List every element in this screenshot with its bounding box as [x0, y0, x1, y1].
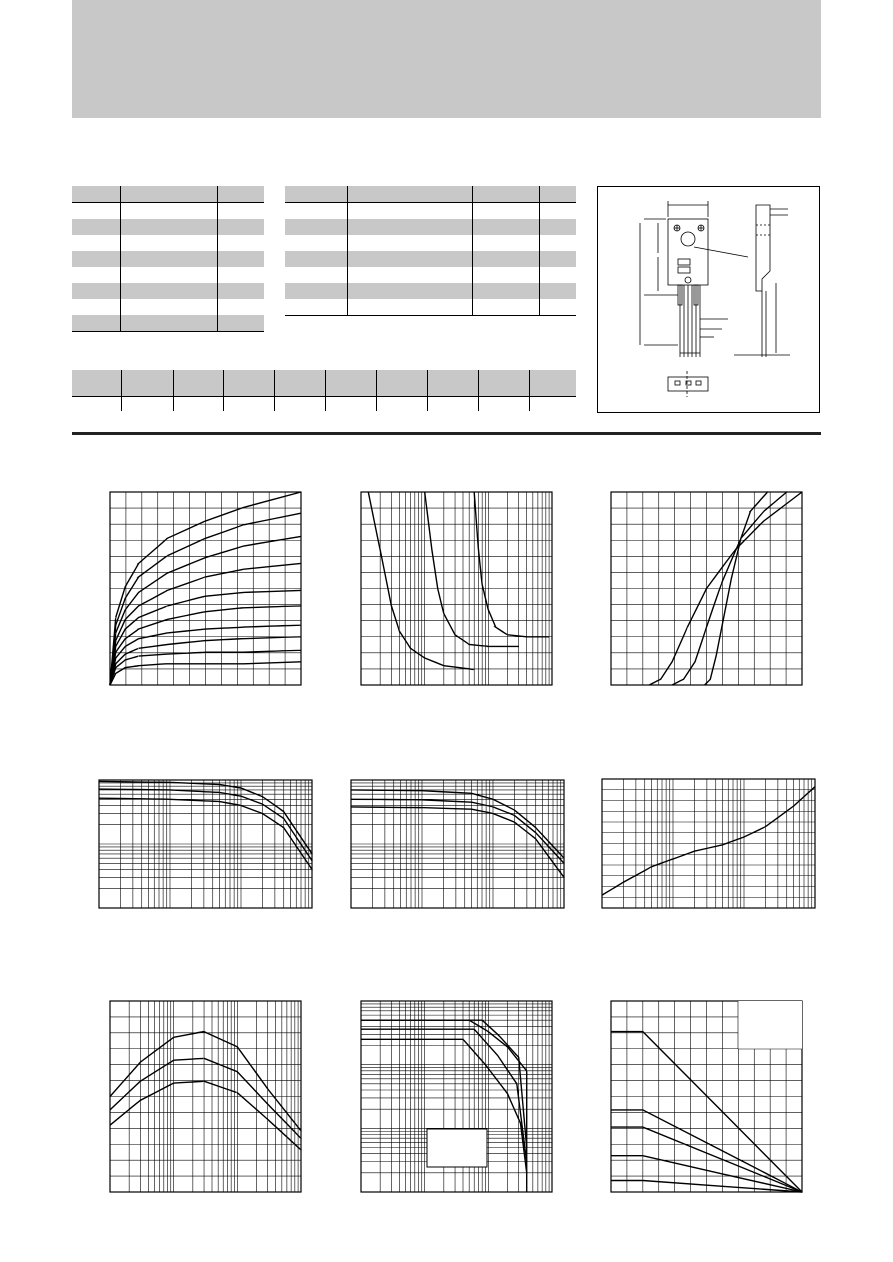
table-cell	[540, 251, 576, 267]
table-cell	[326, 397, 376, 412]
table-cell	[218, 299, 264, 315]
table-cell	[285, 267, 347, 283]
chart-3	[611, 492, 802, 685]
table-cell	[285, 283, 347, 299]
series-line-2	[110, 1058, 301, 1138]
table-cell	[347, 186, 472, 203]
table-row	[285, 235, 576, 251]
table-cell	[72, 251, 120, 267]
table-row	[72, 315, 264, 332]
table-row	[72, 397, 576, 412]
table-cell	[120, 186, 217, 203]
table-cell	[218, 203, 264, 220]
table-cell	[285, 186, 347, 203]
table-cell	[120, 203, 217, 220]
table-row	[285, 219, 576, 235]
chart-grid	[110, 1001, 301, 1192]
table-cell	[376, 397, 427, 412]
table-cell	[218, 251, 264, 267]
chart-6	[602, 779, 815, 908]
table-cell	[285, 219, 347, 235]
table-cell	[122, 370, 173, 397]
table-cell	[120, 267, 217, 283]
series-line-3	[110, 1081, 301, 1150]
table-cell	[347, 299, 472, 316]
table-cell	[540, 203, 576, 220]
table-cell	[285, 235, 347, 251]
table-cell	[173, 370, 223, 397]
table-cell	[472, 299, 540, 316]
table-cell	[223, 397, 274, 412]
table-cell	[347, 235, 472, 251]
series-line-1	[602, 787, 815, 895]
table-cell	[122, 397, 173, 412]
table-cell	[72, 235, 120, 251]
table-cell	[218, 315, 264, 332]
table-cell	[326, 370, 376, 397]
table-cell	[472, 219, 540, 235]
table-row	[72, 203, 264, 220]
table-cell	[540, 219, 576, 235]
table-row	[285, 203, 576, 220]
table-cell	[72, 186, 120, 203]
chart-1	[110, 492, 301, 685]
table-row	[72, 299, 264, 315]
table-cell	[347, 219, 472, 235]
package-outline-icon	[598, 187, 821, 414]
table-cell	[120, 299, 217, 315]
table-cell	[120, 283, 217, 299]
table-cell	[540, 299, 576, 316]
section-divider	[72, 432, 821, 435]
table-row	[285, 283, 576, 299]
table-cell	[540, 267, 576, 283]
chart-2	[361, 492, 552, 685]
series-line-3	[351, 807, 564, 878]
spec-table-right	[285, 186, 576, 316]
chart-4	[99, 780, 312, 908]
table-cell	[285, 299, 347, 316]
table-cell	[173, 397, 223, 412]
table-cell	[285, 203, 347, 220]
table-cell	[472, 251, 540, 267]
table-row	[72, 186, 264, 203]
chart-5	[351, 780, 564, 908]
legend-box	[427, 1129, 487, 1167]
table-cell	[275, 370, 326, 397]
table-cell	[218, 283, 264, 299]
table-cell	[72, 397, 122, 412]
table-cell	[347, 251, 472, 267]
table-cell	[472, 235, 540, 251]
table-cell	[72, 370, 122, 397]
table-row	[285, 186, 576, 203]
table-cell	[72, 203, 120, 220]
table-cell	[529, 370, 576, 397]
spec-table-bottom	[72, 370, 576, 411]
table-row	[285, 267, 576, 283]
table-cell	[72, 267, 120, 283]
table-cell	[479, 397, 529, 412]
series-line-2	[425, 492, 519, 646]
table-cell	[540, 235, 576, 251]
header-band	[72, 0, 821, 118]
table-cell	[120, 219, 217, 235]
table-cell	[376, 370, 427, 397]
table-cell	[472, 267, 540, 283]
table-row	[72, 370, 576, 397]
spec-table-left	[72, 186, 264, 332]
table-row	[72, 267, 264, 283]
table-cell	[120, 315, 217, 332]
table-cell	[72, 283, 120, 299]
chart-grid	[361, 492, 552, 685]
table-cell	[540, 186, 576, 203]
legend-box	[738, 1001, 802, 1049]
table-row	[72, 219, 264, 235]
table-cell	[120, 251, 217, 267]
table-cell	[540, 283, 576, 299]
table-cell	[218, 267, 264, 283]
table-cell	[347, 267, 472, 283]
table-row	[72, 283, 264, 299]
table-cell	[529, 397, 576, 412]
table-cell	[472, 203, 540, 220]
chart-8	[361, 1001, 552, 1192]
table-row	[285, 251, 576, 267]
package-outline-box	[597, 186, 820, 413]
table-cell	[72, 315, 120, 332]
table-cell	[479, 370, 529, 397]
chart-grid	[602, 779, 815, 908]
table-cell	[218, 186, 264, 203]
table-cell	[120, 235, 217, 251]
table-cell	[223, 370, 274, 397]
table-cell	[72, 219, 120, 235]
table-cell	[472, 283, 540, 299]
table-row	[72, 251, 264, 267]
table-cell	[428, 370, 479, 397]
table-cell	[72, 299, 120, 315]
table-row	[72, 235, 264, 251]
table-cell	[218, 235, 264, 251]
table-cell	[218, 219, 264, 235]
table-cell	[472, 186, 540, 203]
table-cell	[347, 283, 472, 299]
chart-7	[110, 1001, 301, 1192]
table-cell	[275, 397, 326, 412]
table-cell	[428, 397, 479, 412]
chart-9	[611, 1001, 802, 1192]
series-line-1	[368, 492, 474, 670]
table-cell	[347, 203, 472, 220]
table-row	[285, 299, 576, 316]
table-cell	[285, 251, 347, 267]
